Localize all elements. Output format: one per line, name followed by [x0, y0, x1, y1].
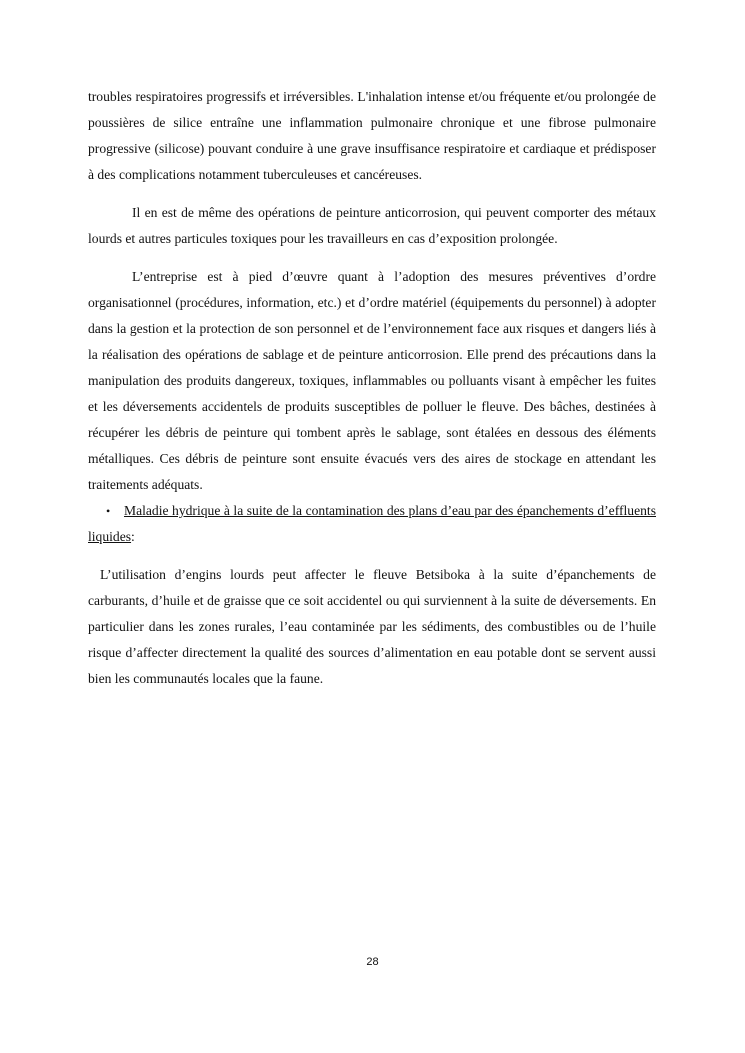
page-body	[88, 84, 656, 692]
paragraph-entreprise: L’entreprise est à pied d’œuvre quant à l’adoption des mesures préventives d’ordre organisationnel (procédures, information, etc.) et d’ordre matériel (équipements du personnel) à adopter dans la gestion et la protection de son personnel et de l’environnement face aux risques et dangers liés à la réalisation des opérations de sablage et de peinture anticorrosion. Elle prend des précautions dans la manipulation des produits dangereux, toxiques, inflammables ou polluants visant à empêcher les fuites et les déversements accidentels de produits susceptibles de polluer le fleuve. Des bâches, destinées à récupérer les débris de peinture qui tombent après le sablage, sont étalées en dessous des éléments métalliques. Ces débris de peinture sont ensuite évacués vers des aires de stockage en attendant les traitements adéquats.	[88, 269, 656, 492]
paragraph-peinture: Il en est de même des opérations de peinture anticorrosion, qui peuvent comporter des métaux lourds et autres particules toxiques pour les travailleurs en cas d’exposition prolongée.	[88, 205, 656, 246]
paragraph-silicose: troubles respiratoires progressifs et irréversibles. L'inhalation intense et/ou fréquente et/ou prolongée de poussières de silice entraîne une inflammation pulmonaire chronique et une fibrose pulmonaire progressive (silicose) pouvant conduire à une grave insuffisance respiratoire et cardiaque et prédisposer à des complications notamment tuberculeuses et cancéreuses.	[88, 89, 656, 182]
bullet-dot-icon: •	[106, 504, 111, 518]
bullet-heading-colon: :	[131, 529, 135, 544]
paragraph-engins: L’utilisation d’engins lourds peut affecter le fleuve Betsiboka à la suite d’épanchements de carburants, d’huile et de graisse que ce soit accidentel ou qui surviennent à la suite de déversements. En particulier dans les zones rurales, l’eau contaminée par les sédiments, des combustibles ou de l’huile risque d’affecter directement la qualité des sources d’alimentation en eau potable dont se servent aussi bien les communautés locales que la faune.	[88, 567, 656, 686]
bullet-heading	[88, 498, 656, 550]
page-number: 28	[366, 956, 379, 968]
bullet-heading-text: Maladie hydrique à la suite de la contamination des plans d’eau par des épanchements d’effluents liquides	[88, 503, 656, 544]
